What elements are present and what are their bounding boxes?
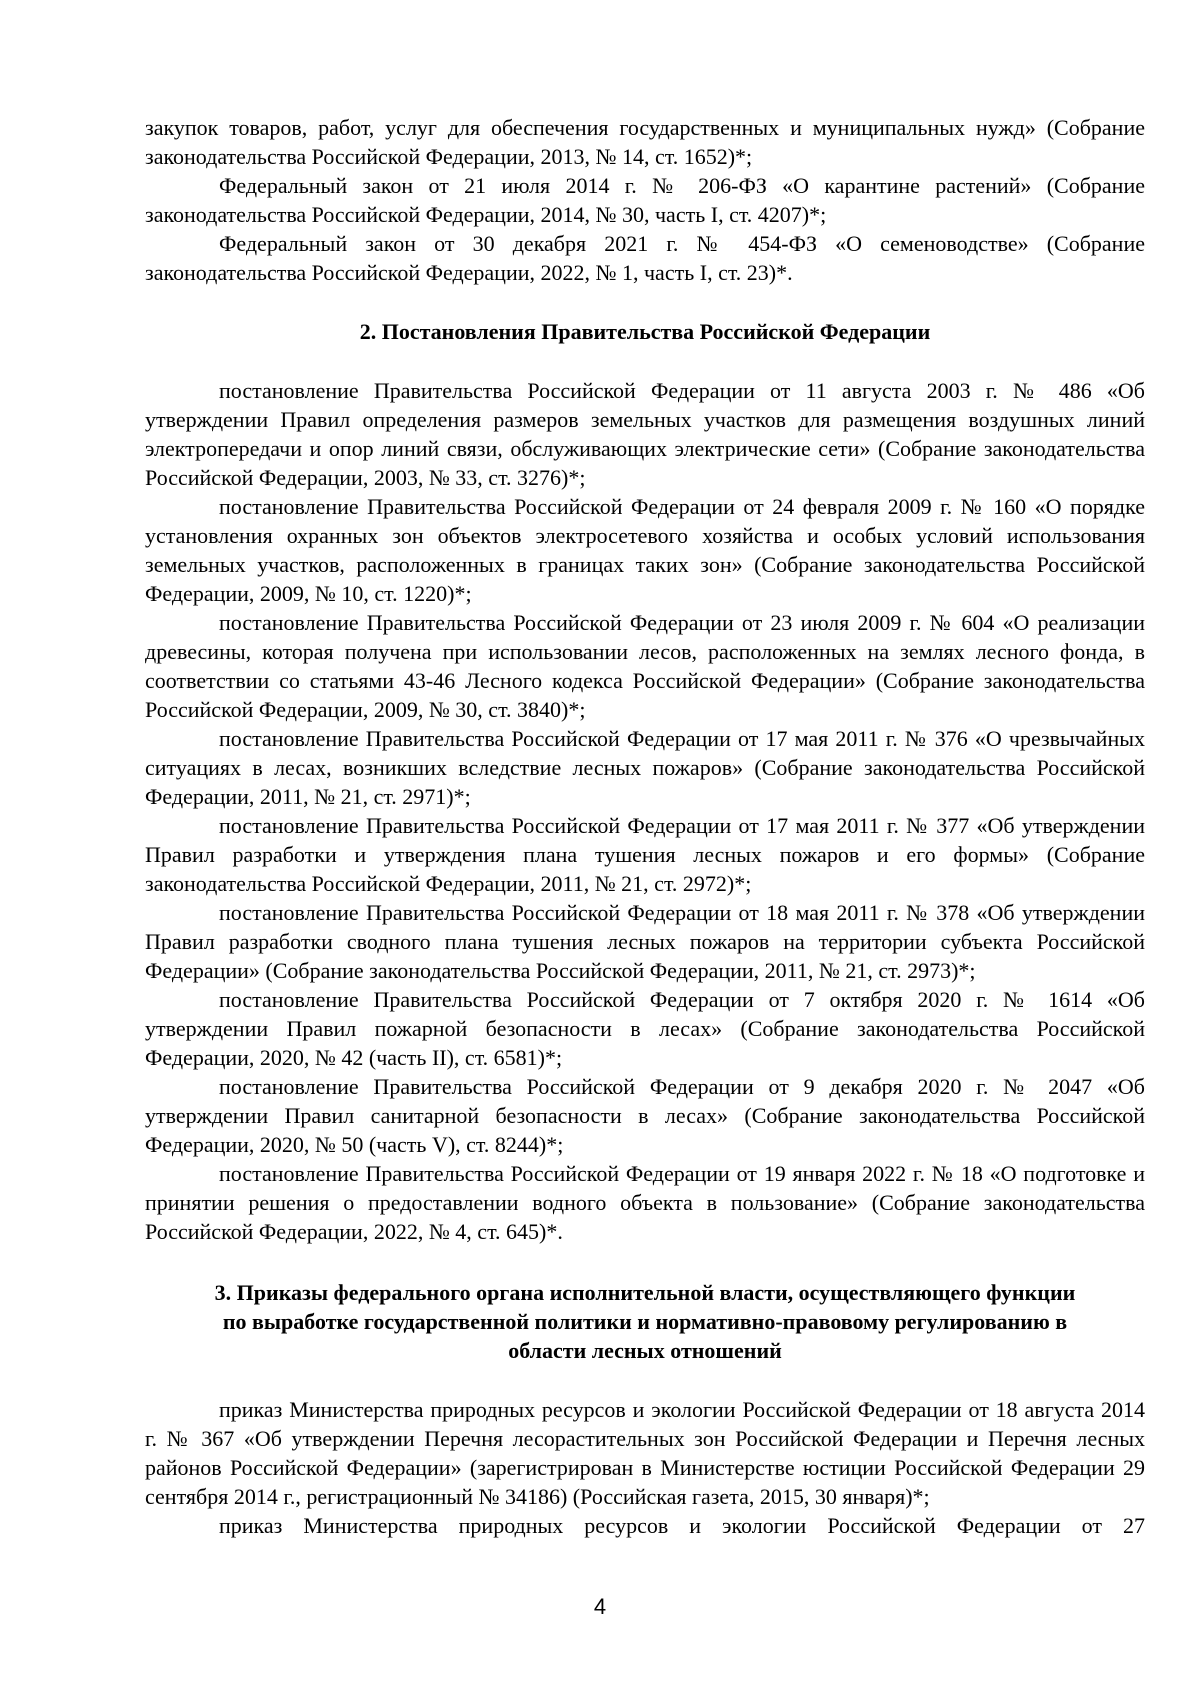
paragraph-resolution-2047: постановление Правительства Российской Федерации от 9 декабря 2020 г. № 2047 «Об утверждении Правил санитарной безопасности в лесах» (Собрание законодательства Российской Федерации, 2020, № 50 (часть V), ст. 8244)*; bbox=[145, 1074, 1145, 1157]
paragraph-resolution-376: постановление Правительства Российской Федерации от 17 мая 2011 г. № 376 «О чрезвычайных ситуациях в лесах, возникших вследствие лесных пожаров» (Собрание законодательства Российской Федерации, 2011, № 21, ст. 2971)*; bbox=[145, 726, 1145, 809]
paragraph-resolution-1614: постановление Правительства Российской Федерации от 7 октября 2020 г. № 1614 «Об утверждении Правил пожарной безопасности в лесах» (Собрание законодательства Российской Федерации, 2020, № 42 (часть II), ст. 6581)*; bbox=[145, 987, 1145, 1070]
paragraph-law-206fz: Федеральный закон от 21 июля 2014 г. № 206-ФЗ «О карантине растений» (Собрание законодательства Российской Федерации, 2014, № 30, часть I, ст. 4207)*; bbox=[145, 173, 1145, 227]
paragraph-order-continued: приказ Министерства природных ресурсов и экологии Российской Федерации от 27 bbox=[219, 1513, 1145, 1538]
paragraph-resolution-486: постановление Правительства Российской Федерации от 11 августа 2003 г. № 486 «Об утверждении Правил определения размеров земельных участков для размещения воздушных линий электропередачи и опор линий связи, обслуживающих электрические сети» (Собрание законодательства Российской Федерации, 2003, № 33, ст. 3276)*; bbox=[145, 378, 1145, 490]
section-heading-government-resolutions: 2. Постановления Правительства Российской Федерации bbox=[359, 319, 931, 344]
paragraph-resolution-18: постановление Правительства Российской Федерации от 19 января 2022 г. № 18 «О подготовке и принятии решения о предоставлении водного объекта в пользование» (Собрание законодательства Российской Федерации, 2022, № 4, ст. 645)*. bbox=[145, 1161, 1145, 1244]
paragraph-law-454fz: Федеральный закон от 30 декабря 2021 г. № 454-ФЗ «О семеноводстве» (Собрание законодательства Российской Федерации, 2022, № 1, часть I, ст. 23)*. bbox=[145, 231, 1145, 285]
paragraph-resolution-160: постановление Правительства Российской Федерации от 24 февраля 2009 г. № 160 «О порядке установления охранных зон объектов электросетевого хозяйства и особых условий использования земельных участков, расположенных в границах таких зон» (Собрание законодательства Российской Федерации, 2009, № 10, ст. 1220)*; bbox=[145, 494, 1145, 606]
paragraph-resolution-378: постановление Правительства Российской Федерации от 18 мая 2011 г. № 378 «Об утверждении Правил разработки сводного плана тушения лесных пожаров на территории субъекта Российской Федерации» (Собрание законодательства Российской Федерации, 2011, № 21, ст. 2973)*; bbox=[145, 900, 1145, 983]
paragraph-resolution-377: постановление Правительства Российской Федерации от 17 мая 2011 г. № 377 «Об утверждении Правил разработки и утверждения плана тушения лесных пожаров и его формы» (Собрание законодательства Российской Федерации, 2011, № 21, ст. 2972)*; bbox=[145, 813, 1145, 896]
page-number: 4 bbox=[593, 1594, 607, 1619]
document-body bbox=[145, 113, 1145, 1540]
section-heading-ministry-orders: 3. Приказы федерального органа исполнительной власти, осуществляющего функции по выработке государственной политики и нормативно-правовому регулированию в области лесных отношений bbox=[214, 1280, 1076, 1363]
paragraph-order-367: приказ Министерства природных ресурсов и экологии Российской Федерации от 18 августа 2014 г. № 367 «Об утверждении Перечня лесорастительных зон Российской Федерации и Перечня лесных районов Российской Федерации» (зарегистрирован в Министерстве юстиции Российской Федерации 29 сентября 2014 г., регистрационный № 34186) (Российская газета, 2015, 30 января)*; bbox=[145, 1397, 1145, 1509]
paragraph-resolution-604: постановление Правительства Российской Федерации от 23 июля 2009 г. № 604 «О реализации древесины, которая получена при использовании лесов, расположенных на землях лесного фонда, в соответствии со статьями 43-46 Лесного кодекса Российской Федерации» (Собрание законодательства Российской Федерации, 2009, № 30, ст. 3840)*; bbox=[145, 610, 1145, 722]
paragraph-continuation: закупок товаров, работ, услуг для обеспечения государственных и муниципальных нужд» (Собрание законодательства Российской Федерации, 2013, № 14, ст. 1652)*; bbox=[145, 115, 1145, 169]
